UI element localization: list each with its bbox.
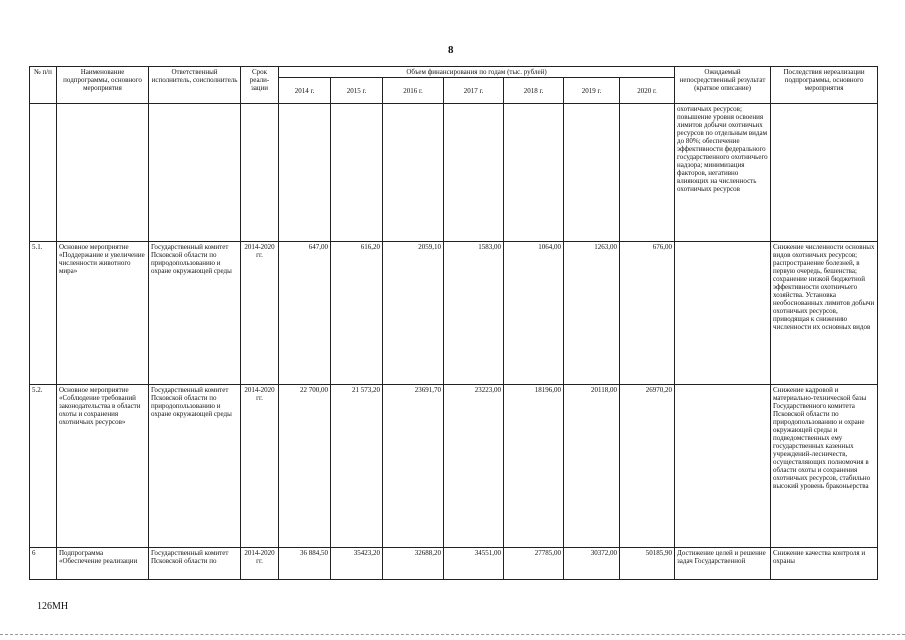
row-responsible: Государственный комитет Псковской области по природопользованию и охране окружающей среды — [149, 242, 241, 385]
row-no: 5.2. — [30, 385, 57, 548]
header-financing: Объем финансирования по годам (тыс. рублей) — [279, 67, 675, 78]
row-name: Основное мероприятие «Поддержание и увеличение численности животного мира» — [57, 242, 149, 385]
header-year: 2019 г. — [564, 78, 620, 104]
expected-result: охотничьих ресурсов; повышение уровня освоения лимитов добычи охотничьих ресурсов по отдельным видам до 80%; обеспечение эффективности федерального государственного охотничьего надзора; минимизация факторов, негативно влияющих на численность охотничьих ресурсов — [675, 104, 771, 242]
header-period: Срок реали- зации — [241, 67, 279, 104]
footer-code: 126МН — [37, 601, 69, 612]
row-value-2018: 18196,00 — [504, 385, 564, 548]
row-period: 2014-2020 гг. — [241, 385, 279, 548]
row-consequences: Снижение кадровой и материально-технической базы Государственного комитета Псковской области по природопользованию и охране окружающей среды и подведомственных ему государственных казенных учреждений-лесничеств, осуществляющих полномочия в области охоты и сохранения охотничьих ресурсов, стабильно высокий уровень браконьерства — [771, 385, 878, 548]
row-responsible: Государственный комитет Псковской области по — [149, 548, 241, 580]
header-year: 2014 г. — [279, 78, 331, 104]
row-value-2020: 50185,90 — [620, 548, 675, 580]
row-no: 5.1. — [30, 242, 57, 385]
row-value-2020: 26970,20 — [620, 385, 675, 548]
row-value-2015: 35423,20 — [331, 548, 383, 580]
row-value-2018: 1064,00 — [504, 242, 564, 385]
row-value-2017: 23223,00 — [444, 385, 504, 548]
header-year: 2020 г. — [620, 78, 675, 104]
table-row-continuation — [30, 104, 878, 242]
header-row-top — [30, 67, 878, 78]
header-no: № п/п — [30, 67, 57, 104]
row-value-2014: 22 700,00 — [279, 385, 331, 548]
header-year: 2015 г. — [331, 78, 383, 104]
table-row — [30, 385, 878, 548]
row-value-2017: 1583,00 — [444, 242, 504, 385]
header-responsible: Ответственный исполнитель, соисполнитель — [149, 67, 241, 104]
row-value-2017: 34551,00 — [444, 548, 504, 580]
row-value-2020: 676,00 — [620, 242, 675, 385]
header-year: 2016 г. — [383, 78, 444, 104]
financing-table — [29, 66, 878, 580]
header-year: 2017 г. — [444, 78, 504, 104]
row-consequences: Снижение численности основных видов охотничьих ресурсов; распространение болезней, в первую очередь, бешенства; сохранение низкой бюджетной эффективности охотничьего хозяйства. Установка необоснованных лимитов добычи охотничьих ресурсов, приводящая к снижению численности их основных видов — [771, 242, 878, 385]
row-expected: Достижение целей и решение задач Государственной — [675, 548, 771, 580]
header-year: 2018 г. — [504, 78, 564, 104]
table-row — [30, 548, 878, 580]
row-value-2016: 32688,20 — [383, 548, 444, 580]
row-value-2019: 20118,00 — [564, 385, 620, 548]
row-value-2015: 616,20 — [331, 242, 383, 385]
row-no: 6 — [30, 548, 57, 580]
header-consequences: Последствия нереализации подпрограммы, основного мероприятия — [771, 67, 878, 104]
row-name: Основное мероприятие «Соблюдение требований законодательства в области охоты и сохранения охотничьих ресурсов» — [57, 385, 149, 548]
header-name: Наименование подпрограммы, основного мероприятия — [57, 67, 149, 104]
header-expected: Ожидаемый непосредственный результат (краткое описание) — [675, 67, 771, 104]
row-value-2018: 27785,00 — [504, 548, 564, 580]
row-period: 2014-2020 гг. — [241, 548, 279, 580]
row-responsible: Государственный комитет Псковской области по природопользованию и охране окружающей среды — [149, 385, 241, 548]
row-value-2015: 21 573,20 — [331, 385, 383, 548]
row-expected — [675, 242, 771, 385]
row-name: Подпрограмма «Обеспечение реализации — [57, 548, 149, 580]
row-period: 2014-2020 гг. — [241, 242, 279, 385]
row-value-2016: 23691,70 — [383, 385, 444, 548]
row-consequences: Снижение качества контроля и охраны — [771, 548, 878, 580]
row-expected — [675, 385, 771, 548]
scan-edge-divider — [0, 634, 905, 636]
table-row — [30, 242, 878, 385]
row-value-2014: 36 884,50 — [279, 548, 331, 580]
page-number: 8 — [448, 44, 454, 56]
row-value-2019: 30372,00 — [564, 548, 620, 580]
row-value-2014: 647,00 — [279, 242, 331, 385]
row-value-2016: 2059,10 — [383, 242, 444, 385]
row-value-2019: 1263,00 — [564, 242, 620, 385]
